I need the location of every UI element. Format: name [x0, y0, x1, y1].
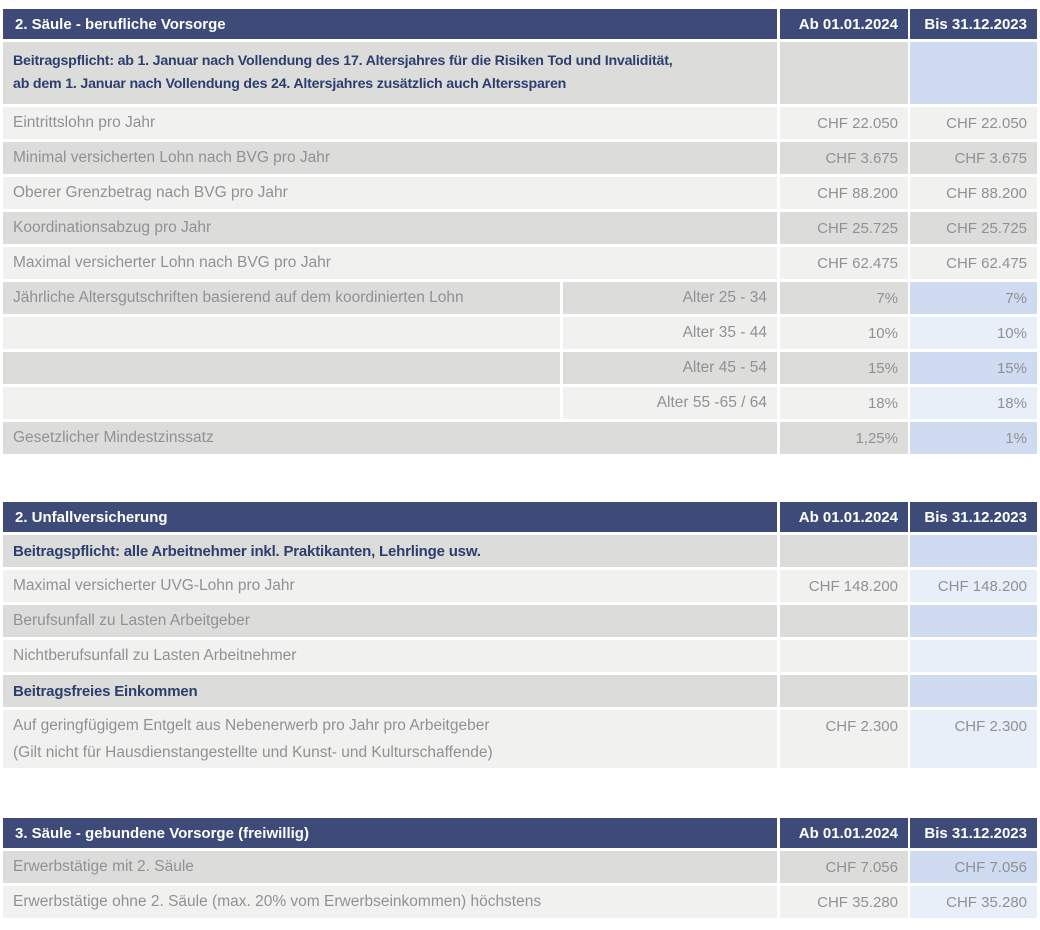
- column-header-from: Ab 01.01.2024: [780, 818, 908, 848]
- row-label: Eintrittslohn pro Jahr: [3, 107, 777, 139]
- row-label: Jährliche Altersgutschriften basierend auf dem koordinierten Lohn: [3, 282, 560, 314]
- table-row: [3, 851, 1037, 883]
- table-row: [3, 886, 1037, 918]
- table-header-row: [3, 818, 1037, 848]
- table-row: [3, 42, 1037, 104]
- table-pillar3a: [3, 818, 1037, 918]
- row-label-line: ab dem 1. Januar nach Vollendung des 24. Altersjahres zusätzlich auch Alterssparen: [13, 76, 567, 92]
- value-from-2024: [780, 42, 908, 104]
- table-row: [3, 570, 1037, 602]
- value-until-2023: [910, 535, 1037, 567]
- value-until-2023: [910, 42, 1037, 104]
- table-row: [3, 212, 1037, 244]
- value-until-2023: CHF 3.675: [910, 142, 1037, 174]
- table-row: [3, 422, 1037, 454]
- row-label: Erwerbstätige ohne 2. Säule (max. 20% vom Erwerbseinkommen) höchstens: [3, 886, 777, 918]
- value-from-2024: [780, 675, 908, 707]
- table-row: [3, 352, 1037, 384]
- table-row: [3, 177, 1037, 209]
- value-from-2024: 18%: [780, 387, 908, 419]
- row-label-line: Beitragspflicht: ab 1. Januar nach Vollendung des 17. Altersjahres für die Risiken Tod und Invalidität,: [13, 53, 673, 69]
- table-row: [3, 247, 1037, 279]
- row-label: Beitragspflicht: alle Arbeitnehmer inkl. Praktikanten, Lehrlinge usw.: [3, 535, 777, 567]
- value-from-2024: [780, 535, 908, 567]
- row-label: Erwerbstätige mit 2. Säule: [3, 851, 777, 883]
- table-header-row: [3, 9, 1037, 39]
- value-until-2023: CHF 35.280: [910, 886, 1037, 918]
- value-until-2023: 15%: [910, 352, 1037, 384]
- value-until-2023: 10%: [910, 317, 1037, 349]
- column-header-to: Bis 31.12.2023: [910, 818, 1037, 848]
- table-body: [3, 535, 1037, 768]
- value-until-2023: 18%: [910, 387, 1037, 419]
- value-until-2023: CHF 25.725: [910, 212, 1037, 244]
- row-label: [3, 387, 560, 419]
- row-label: Beitragsfreies Einkommen: [3, 675, 777, 707]
- value-from-2024: CHF 88.200: [780, 177, 908, 209]
- value-from-2024: CHF 35.280: [780, 886, 908, 918]
- value-from-2024: [780, 605, 908, 637]
- column-header-from: Ab 01.01.2024: [780, 9, 908, 39]
- row-label: [3, 352, 560, 384]
- row-label: [3, 42, 777, 104]
- value-until-2023: CHF 148.200: [910, 570, 1037, 602]
- table-row: [3, 107, 1037, 139]
- table-row: [3, 387, 1037, 419]
- row-label: [3, 710, 777, 768]
- table-row: [3, 317, 1037, 349]
- table-row: [3, 675, 1037, 707]
- row-age-band-label: Alter 45 - 54: [563, 352, 777, 384]
- row-label: Koordinationsabzug pro Jahr: [3, 212, 777, 244]
- value-from-2024: CHF 2.300: [780, 710, 908, 768]
- value-from-2024: CHF 7.056: [780, 851, 908, 883]
- value-until-2023: CHF 88.200: [910, 177, 1037, 209]
- value-until-2023: 7%: [910, 282, 1037, 314]
- table-row: [3, 142, 1037, 174]
- value-from-2024: 10%: [780, 317, 908, 349]
- value-from-2024: CHF 3.675: [780, 142, 908, 174]
- row-label: Berufsunfall zu Lasten Arbeitgeber: [3, 605, 777, 637]
- table-row: [3, 605, 1037, 637]
- value-until-2023: CHF 2.300: [910, 710, 1037, 768]
- table-body: [3, 42, 1037, 454]
- column-header-to: Bis 31.12.2023: [910, 502, 1037, 532]
- value-until-2023: [910, 640, 1037, 672]
- row-label: Gesetzlicher Mindestzinssatz: [3, 422, 777, 454]
- value-from-2024: 15%: [780, 352, 908, 384]
- value-from-2024: CHF 25.725: [780, 212, 908, 244]
- row-label: Maximal versicherter UVG-Lohn pro Jahr: [3, 570, 777, 602]
- table-title: 2. Unfallversicherung: [3, 502, 777, 532]
- table-row: [3, 640, 1037, 672]
- value-from-2024: [780, 640, 908, 672]
- row-age-band-label: Alter 35 - 44: [563, 317, 777, 349]
- value-from-2024: 1,25%: [780, 422, 908, 454]
- table-row: [3, 710, 1037, 768]
- row-label: Maximal versicherter Lohn nach BVG pro Jahr: [3, 247, 777, 279]
- table-row: [3, 282, 1037, 314]
- row-age-band-label: Alter 25 - 34: [563, 282, 777, 314]
- row-label: Nichtberufsunfall zu Lasten Arbeitnehmer: [3, 640, 777, 672]
- table-body: [3, 851, 1037, 918]
- value-until-2023: CHF 62.475: [910, 247, 1037, 279]
- value-until-2023: [910, 605, 1037, 637]
- column-header-to: Bis 31.12.2023: [910, 9, 1037, 39]
- row-label: [3, 317, 560, 349]
- table-title: 3. Säule - gebundene Vorsorge (freiwillig): [3, 818, 777, 848]
- row-age-band-label: Alter 55 -65 / 64: [563, 387, 777, 419]
- column-header-from: Ab 01.01.2024: [780, 502, 908, 532]
- table-row: [3, 535, 1037, 567]
- value-from-2024: CHF 62.475: [780, 247, 908, 279]
- value-from-2024: CHF 148.200: [780, 570, 908, 602]
- value-until-2023: CHF 22.050: [910, 107, 1037, 139]
- row-label-line: Auf geringfügigem Entgelt aus Nebenerwerb pro Jahr pro Arbeitgeber: [13, 717, 490, 734]
- value-from-2024: CHF 22.050: [780, 107, 908, 139]
- table-accident-insurance: [3, 502, 1037, 768]
- table-title: 2. Säule - berufliche Vorsorge: [3, 9, 777, 39]
- value-from-2024: 7%: [780, 282, 908, 314]
- table-header-row: [3, 502, 1037, 532]
- row-label-line: (Gilt nicht für Hausdienstangestellte und Kunst- und Kulturschaffende): [13, 744, 493, 761]
- value-until-2023: [910, 675, 1037, 707]
- row-label: Minimal versicherten Lohn nach BVG pro Jahr: [3, 142, 777, 174]
- row-label: Oberer Grenzbetrag nach BVG pro Jahr: [3, 177, 777, 209]
- table-pillar2-pension: [3, 0, 1037, 454]
- value-until-2023: 1%: [910, 422, 1037, 454]
- value-until-2023: CHF 7.056: [910, 851, 1037, 883]
